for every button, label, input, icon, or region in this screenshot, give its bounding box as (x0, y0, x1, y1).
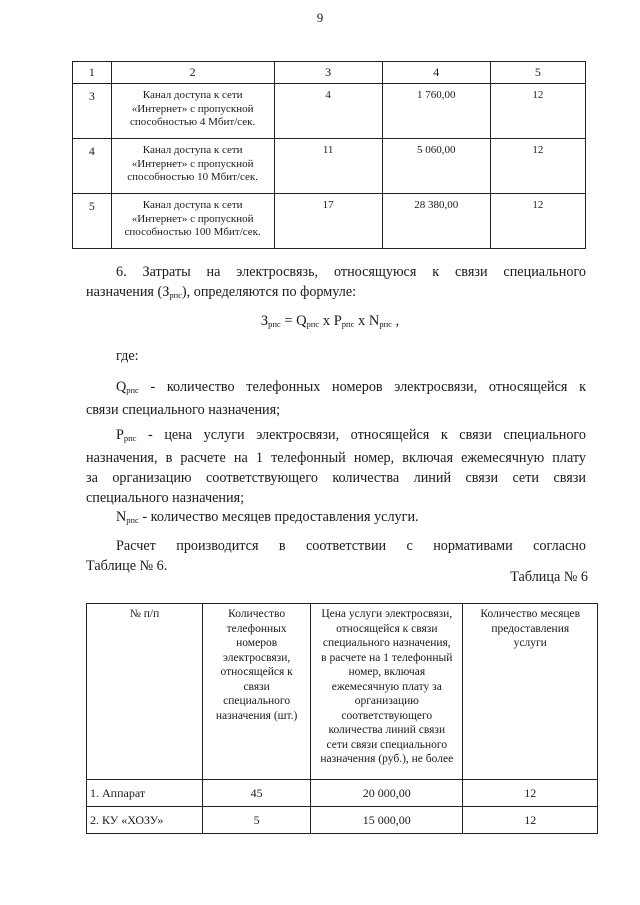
formula-q: Q (296, 313, 307, 329)
service-name-line: «Интернет» с пропускной (131, 157, 254, 170)
header-line: специального назначения, (322, 637, 451, 649)
subscript: рпс (126, 515, 139, 525)
months-cell: 12 (490, 194, 585, 249)
calculation-line-1: Расчет производится в соответствии с нормативами согласно (116, 538, 586, 554)
formula-n: N (368, 313, 380, 329)
column-number-3: 3 (274, 62, 382, 84)
header-line: номеров (236, 637, 278, 649)
definition-p-line-3: за организацию соответствующего количества линий связи сети связи (86, 470, 586, 486)
definition-p-line-2: назначения, в расчете на 1 телефонный номер, включая ежемесячную плату (86, 450, 586, 466)
table-row (87, 780, 598, 807)
definition-q-line-1 (86, 377, 586, 400)
item-name: 1. Аппарат (87, 780, 203, 807)
subscript: рпс (379, 319, 392, 329)
subscript: рпс (123, 433, 137, 443)
table-header-row (73, 62, 586, 84)
definition-p (86, 425, 586, 508)
row-number: 5 (73, 194, 112, 249)
section-6-line-2-start: назначения (З (86, 284, 170, 300)
header-months (463, 604, 598, 780)
price-cell: 28 380,00 (382, 194, 490, 249)
header-line: Количество (228, 608, 286, 620)
subscript: рпс (169, 290, 182, 300)
quantity-cell: 5 (203, 807, 311, 834)
service-name-line: Канал доступа к сети (142, 89, 243, 101)
header-line: Количество месяцев (480, 608, 581, 620)
symbol-q: Q (116, 379, 127, 395)
months-cell: 12 (463, 807, 598, 834)
header-line: связи (243, 680, 270, 693)
special-communication-table (86, 603, 598, 834)
service-name-line: Канал доступа к сети (142, 199, 243, 211)
formula-p: P (333, 313, 342, 329)
price-cell: 5 060,00 (382, 139, 490, 194)
price-cell: 15 000,00 (311, 807, 463, 834)
definition-p-line-4: специального назначения; (86, 490, 245, 506)
formula-equals: = (280, 313, 297, 329)
service-name (111, 84, 274, 139)
service-name-line: «Интернет» с пропускной (131, 212, 254, 225)
where-label: где: (116, 348, 139, 364)
symbol-p: P (116, 427, 124, 443)
formula (0, 313, 640, 330)
header-line: телефонных (226, 622, 287, 635)
header-number (87, 604, 203, 780)
service-name-line: способностью 100 Мбит/сек. (124, 226, 261, 238)
definition-n-text: - количество месяцев предоставления услуги. (138, 509, 419, 525)
months-cell: 12 (490, 84, 585, 139)
formula-lhs: З (260, 313, 269, 329)
header-quantity (203, 604, 311, 780)
header-line: ежемесячную плату за (331, 680, 442, 693)
header-line: сети связи специального (326, 738, 448, 751)
quantity-cell: 17 (274, 194, 382, 249)
service-name (111, 194, 274, 249)
definition-n (86, 507, 586, 530)
header-line: № п/п (129, 608, 160, 620)
table-row (73, 84, 586, 139)
subscript: рпс (126, 385, 139, 395)
item-name: 2. КУ «ХОЗУ» (87, 807, 203, 834)
table-row (73, 194, 586, 249)
definition-n-line (86, 507, 586, 530)
price-cell: 20 000,00 (311, 780, 463, 807)
price-cell: 1 760,00 (382, 84, 490, 139)
column-number-1: 1 (73, 62, 112, 84)
definition-q (86, 377, 586, 420)
subscript: рпс (268, 319, 281, 329)
quantity-cell: 11 (274, 139, 382, 194)
header-line: организацию (354, 695, 419, 707)
header-line: предоставления (491, 622, 570, 635)
section-6-line-2 (86, 284, 356, 300)
header-line: назначения (руб.), не более (320, 753, 454, 765)
header-line: соответствующего (341, 709, 433, 722)
header-line: в расчете на 1 телефонный (321, 651, 453, 664)
formula-times: x (354, 313, 369, 329)
header-line: относящейся к (220, 666, 293, 678)
header-line: Цена услуги электросвязи, (321, 608, 453, 620)
quantity-cell: 4 (274, 84, 382, 139)
header-line: назначения (шт.) (215, 709, 298, 722)
header-line: услуги (513, 637, 547, 649)
section-6-paragraph (86, 262, 586, 305)
quantity-cell: 45 (203, 780, 311, 807)
service-name-line: Канал доступа к сети (142, 144, 243, 156)
header-line: номер, включая (348, 666, 426, 678)
header-price (311, 604, 463, 780)
service-name-line: «Интернет» с пропускной (131, 102, 254, 115)
section-6-line-1: 6. Затраты на электросвязь, относящуюся к связи специального (116, 264, 586, 280)
column-number-5: 5 (490, 62, 585, 84)
service-name-line: способностью 4 Мбит/сек. (130, 116, 256, 128)
calculation-line-2: Таблице № 6. (86, 558, 168, 574)
row-number: 3 (73, 84, 112, 139)
table-row (73, 139, 586, 194)
table-header-row (87, 604, 598, 780)
service-name-line: способностью 10 Мбит/сек. (127, 171, 259, 183)
header-line: относящейся к связи (336, 622, 438, 635)
header-line: электросвязи, (223, 651, 291, 664)
formula-times: x (319, 313, 334, 329)
page-number: 9 (316, 10, 324, 25)
row-number: 4 (73, 139, 112, 194)
service-name (111, 139, 274, 194)
section-6-line-2-end: ), определяются по формуле: (181, 284, 357, 300)
subscript: рпс (341, 319, 355, 329)
column-number-4: 4 (382, 62, 490, 84)
symbol-n: N (116, 509, 127, 525)
definition-q-text: - количество телефонных номеров электросвязи, относящейся к (138, 379, 586, 395)
months-cell: 12 (490, 139, 585, 194)
subscript: рпс (306, 319, 320, 329)
header-line: специального (223, 695, 291, 707)
definition-p-text: - цена услуги электросвязи, относящейся к связи специального (136, 427, 586, 443)
table-caption: Таблица № 6 (510, 569, 588, 585)
internet-channels-table (72, 61, 586, 249)
table-row (87, 807, 598, 834)
column-number-2: 2 (111, 62, 274, 84)
months-cell: 12 (463, 780, 598, 807)
header-line: количества линий связи (328, 724, 446, 736)
definition-q-line-2: связи специального назначения; (86, 402, 281, 418)
definition-p-line-1 (86, 425, 586, 448)
formula-tail: , (391, 313, 400, 329)
